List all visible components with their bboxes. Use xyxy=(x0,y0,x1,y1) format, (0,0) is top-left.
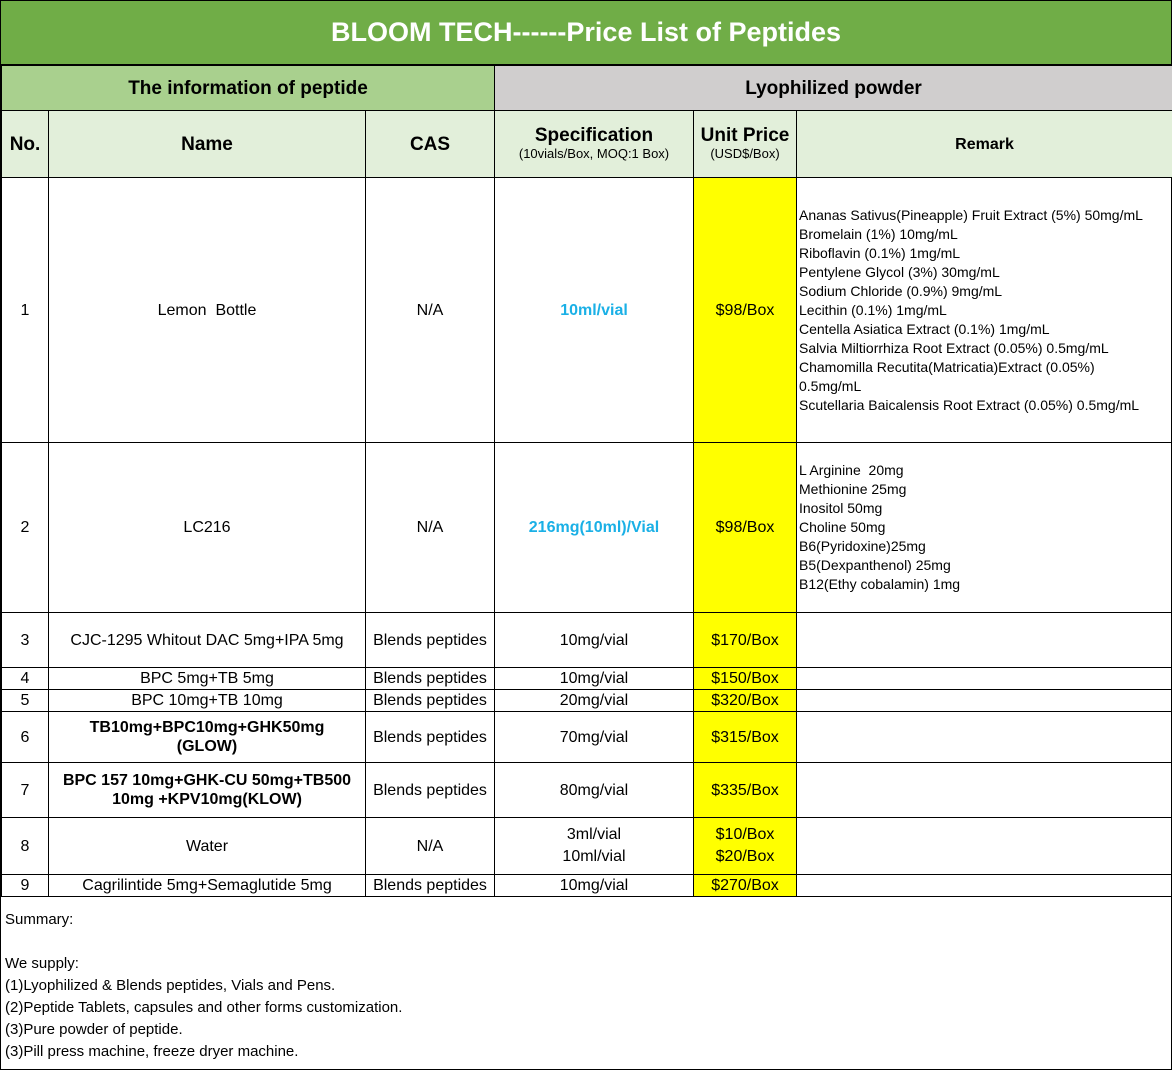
table-row xyxy=(2,875,1172,897)
col-header-price xyxy=(694,111,797,178)
summary-line: (1)Lyophilized & Blends peptides, Vials and Pens. xyxy=(5,977,336,994)
cell-name: LC216 xyxy=(49,443,366,613)
cell-name: Water xyxy=(49,818,366,875)
remark-line: B5(Dexpanthenol) 25mg xyxy=(799,557,951,573)
cell-price xyxy=(694,818,797,875)
cell-price: $98/Box xyxy=(694,443,797,613)
table-row xyxy=(2,178,1172,443)
cell-cas: Blends peptides xyxy=(366,763,495,818)
spec-line: 10ml/vial xyxy=(562,848,626,865)
cell-no: 2 xyxy=(2,443,49,613)
summary-section xyxy=(5,909,402,1063)
remark-line: Bromelain (1%) 10mg/mL xyxy=(799,225,958,242)
table-row xyxy=(2,818,1172,875)
summary-blank-line xyxy=(5,931,402,953)
price-line: $10/Box xyxy=(715,826,775,843)
cell-cas: Blends peptides xyxy=(366,712,495,763)
cell-no: 8 xyxy=(2,818,49,875)
cell-remark xyxy=(797,712,1172,763)
cell-cas: N/A xyxy=(366,443,495,613)
group-header-lyophilized: Lyophilized powder xyxy=(495,66,1172,111)
col-header-name: Name xyxy=(49,111,366,178)
cell-spec: 10ml/vial xyxy=(495,178,694,443)
cell-no: 6 xyxy=(2,712,49,763)
cell-name: BPC 5mg+TB 5mg xyxy=(49,668,366,690)
cell-spec: 216mg(10ml)/Vial xyxy=(495,443,694,613)
cell-no: 5 xyxy=(2,690,49,712)
col-header-price-label: Unit Price xyxy=(700,125,790,146)
col-header-price-sub: (USD$/Box) xyxy=(710,146,780,161)
col-header-spec-sub: (10vials/Box, MOQ:1 Box) xyxy=(518,146,670,161)
cell-name: Cagrilintide 5mg+Semaglutide 5mg xyxy=(49,875,366,897)
cell-no: 4 xyxy=(2,668,49,690)
table-row xyxy=(2,690,1172,712)
cell-price: $315/Box xyxy=(694,712,797,763)
page-title: BLOOM TECH------Price List of Peptides xyxy=(1,1,1171,65)
cell-remark xyxy=(797,690,1172,712)
remark-line: Sodium Chloride (0.9%) 9mg/mL xyxy=(799,282,1003,299)
cell-name: CJC-1295 Whitout DAC 5mg+IPA 5mg xyxy=(49,613,366,668)
cell-spec: 80mg/vial xyxy=(495,763,694,818)
cell-name xyxy=(49,763,366,818)
group-header-row xyxy=(2,66,1172,111)
cell-cas: Blends peptides xyxy=(366,613,495,668)
remark-line: B6(Pyridoxine)25mg xyxy=(799,538,926,554)
cell-no: 9 xyxy=(2,875,49,897)
col-header-no: No. xyxy=(2,111,49,178)
cell-spec: 10mg/vial xyxy=(495,668,694,690)
remark-line: Choline 50mg xyxy=(799,519,886,535)
cell-remark xyxy=(797,668,1172,690)
table-row xyxy=(2,712,1172,763)
col-header-spec xyxy=(495,111,694,178)
table-row xyxy=(2,443,1172,613)
cell-price: $270/Box xyxy=(694,875,797,897)
cell-remark xyxy=(797,763,1172,818)
summary-line: (2)Peptide Tablets, capsules and other forms customization. xyxy=(5,999,403,1016)
remark-line: Salvia Miltiorrhiza Root Extract (0.05%) 0.5mg/mL xyxy=(799,339,1109,356)
summary-line: (3)Pill press machine, freeze dryer machine. xyxy=(5,1043,299,1060)
spec-line: 3ml/vial xyxy=(566,826,622,843)
cell-cas: N/A xyxy=(366,178,495,443)
name-line: BPC 157 10mg+GHK-CU 50mg+TB500 xyxy=(62,772,352,789)
remark-line: Riboflavin (0.1%) 1mg/mL xyxy=(799,244,961,261)
price-table xyxy=(1,65,1172,897)
cell-no: 7 xyxy=(2,763,49,818)
remark-line: Centella Asiatica Extract (0.1%) 1mg/mL xyxy=(799,320,1050,337)
cell-cas: Blends peptides xyxy=(366,668,495,690)
cell-remark xyxy=(797,443,1172,613)
summary-heading: Summary: xyxy=(5,911,74,928)
cell-spec: 20mg/vial xyxy=(495,690,694,712)
table-row xyxy=(2,668,1172,690)
cell-cas: Blends peptides xyxy=(366,875,495,897)
cell-price: $170/Box xyxy=(694,613,797,668)
cell-price: $335/Box xyxy=(694,763,797,818)
price-line: $20/Box xyxy=(715,848,775,865)
name-line: 10mg +KPV10mg(KLOW) xyxy=(112,791,302,808)
col-header-remark: Remark xyxy=(797,111,1172,178)
remark-line: L Arginine 20mg xyxy=(799,462,904,478)
table-row xyxy=(2,613,1172,668)
col-header-cas: CAS xyxy=(366,111,495,178)
remark-line: Inositol 50mg xyxy=(799,500,883,516)
remark-line: Scutellaria Baicalensis Root Extract (0.05%) 0.5mg/mL xyxy=(799,396,1140,413)
cell-remark xyxy=(797,818,1172,875)
cell-spec xyxy=(495,818,694,875)
cell-spec: 70mg/vial xyxy=(495,712,694,763)
cell-name: Lemon Bottle xyxy=(49,178,366,443)
cell-price: $320/Box xyxy=(694,690,797,712)
cell-price: $98/Box xyxy=(694,178,797,443)
cell-spec: 10mg/vial xyxy=(495,613,694,668)
name-line: TB10mg+BPC10mg+GHK50mg xyxy=(89,719,325,736)
table-row xyxy=(2,763,1172,818)
name-line: (GLOW) xyxy=(176,738,238,755)
cell-spec: 10mg/vial xyxy=(495,875,694,897)
cell-remark xyxy=(797,178,1172,443)
remark-line: Ananas Sativus(Pineapple) Fruit Extract (5%) 50mg/mL xyxy=(799,206,1143,223)
remark-line: B12(Ethy cobalamin) 1mg xyxy=(799,576,961,592)
summary-line: (3)Pure powder of peptide. xyxy=(5,1021,183,1038)
summary-line: We supply: xyxy=(5,955,79,972)
cell-price: $150/Box xyxy=(694,668,797,690)
cell-name xyxy=(49,712,366,763)
remark-line: Methionine 25mg xyxy=(799,481,907,497)
remark-line: 0.5mg/mL xyxy=(799,377,862,394)
cell-no: 1 xyxy=(2,178,49,443)
group-header-info: The information of peptide xyxy=(2,66,495,111)
cell-remark xyxy=(797,613,1172,668)
remark-line: Pentylene Glycol (3%) 30mg/mL xyxy=(799,263,1000,280)
cell-cas: N/A xyxy=(366,818,495,875)
cell-no: 3 xyxy=(2,613,49,668)
cell-cas: Blends peptides xyxy=(366,690,495,712)
remark-line: Lecithin (0.1%) 1mg/mL xyxy=(799,301,947,318)
remark-line: Chamomilla Recutita(Matricatia)Extract (0.05%) xyxy=(799,358,1095,375)
cell-name: BPC 10mg+TB 10mg xyxy=(49,690,366,712)
col-header-spec-label: Specification xyxy=(534,125,654,146)
column-header-row xyxy=(2,111,1172,178)
cell-remark xyxy=(797,875,1172,897)
